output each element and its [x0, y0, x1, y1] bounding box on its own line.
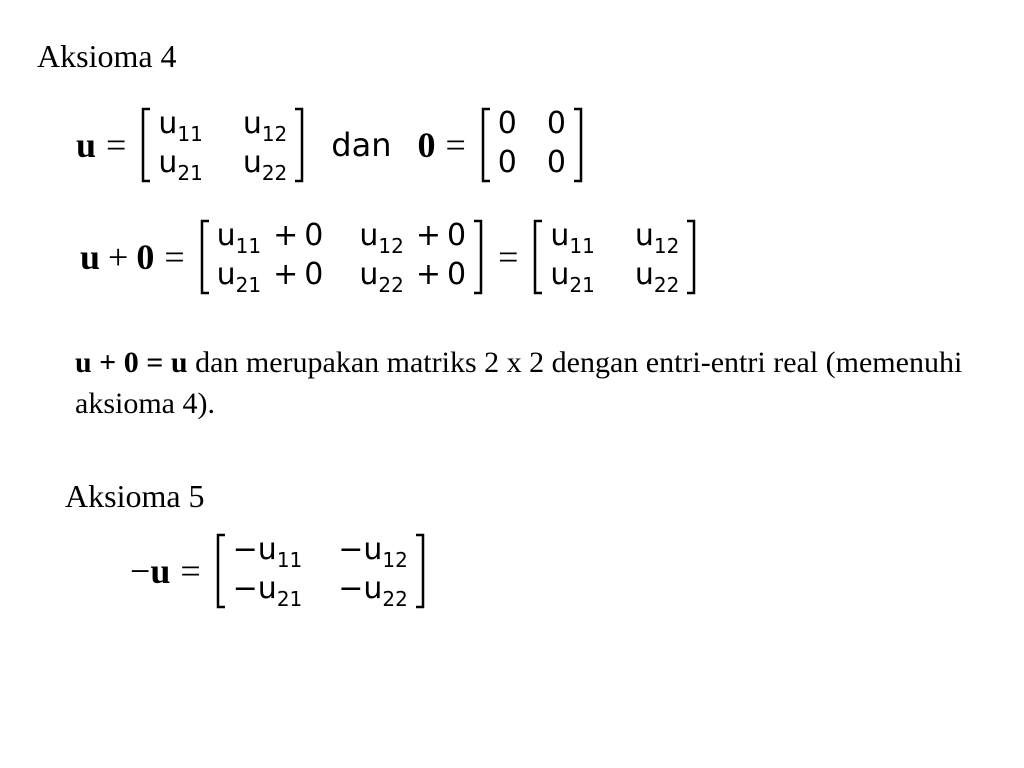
connector-word: dan	[331, 126, 392, 164]
result-matrix	[532, 219, 697, 295]
matrix-cell: u $_{12}$	[242, 106, 288, 146]
equals-sign: =	[445, 125, 466, 165]
left-bracket	[480, 107, 492, 183]
matrix-cell: −u $_{12}$	[338, 532, 408, 572]
axiom-5-title: Aksioma 5	[65, 478, 205, 514]
u-matrix	[140, 107, 305, 183]
equals-sign: =	[106, 125, 127, 165]
negation-matrix	[215, 533, 426, 609]
zero-symbol: 0	[136, 237, 155, 277]
matrix-cell: −u $_{21}$	[232, 571, 303, 611]
axiom-4-conclusion	[75, 342, 1005, 425]
u-symbol: u	[150, 551, 171, 591]
matrix-cell: 0	[497, 106, 517, 141]
plus-sign: +	[108, 237, 129, 277]
left-bracket	[140, 107, 152, 183]
left-bracket	[215, 533, 227, 609]
zero-matrix	[480, 107, 584, 183]
matrix-cell: u $_{12}$	[634, 218, 680, 258]
matrix-cell: u $_{22}$	[242, 145, 288, 185]
matrix-cell: −u $_{11}$	[232, 532, 303, 572]
matrix-cell: −u $_{22}$	[338, 571, 408, 611]
matrix-cell: u $_{21}$	[158, 145, 203, 185]
sum-matrix	[199, 219, 484, 295]
minus-sign: −	[130, 551, 151, 591]
matrix-cell: u $_{21}$ + 0	[216, 257, 324, 297]
matrix-cell: u $_{22}$	[634, 257, 680, 297]
equals-sign: =	[180, 551, 201, 591]
matrix-cell: u $_{22}$ + 0	[359, 257, 467, 297]
left-bracket	[199, 219, 211, 295]
right-bracket	[293, 107, 305, 183]
u-symbol: u	[76, 125, 97, 165]
matrix-cell: u $_{11}$	[550, 218, 595, 258]
axiom-4-definition-equation	[76, 107, 588, 183]
matrix-cell: u $_{11}$	[158, 106, 203, 146]
right-bracket	[685, 219, 697, 295]
zero-symbol: 0	[417, 125, 436, 165]
right-bracket	[414, 533, 426, 609]
matrix-cell: u $_{12}$ + 0	[359, 218, 467, 258]
axiom-4-title: Aksioma 4	[37, 38, 177, 74]
conclusion-text: dan merupakan matriks 2 x 2 dengan entri-entri real (memenuhi aksioma 4).	[75, 346, 963, 421]
left-bracket	[532, 219, 544, 295]
axiom-5-negation-equation	[130, 533, 430, 609]
u-symbol: u	[80, 237, 101, 277]
right-bracket	[572, 107, 584, 183]
conclusion-bold-equation: u + 0 = u	[75, 346, 188, 379]
equals-sign: =	[164, 237, 185, 277]
matrix-cell: u $_{11}$ + 0	[216, 218, 324, 258]
right-bracket	[472, 219, 484, 295]
matrix-cell: 0	[546, 145, 566, 180]
matrix-cell: u $_{21}$	[550, 257, 595, 297]
axiom-4-sum-equation	[80, 219, 701, 295]
matrix-cell: 0	[546, 106, 566, 141]
matrix-cell: 0	[497, 145, 517, 180]
equals-sign: =	[498, 237, 519, 277]
